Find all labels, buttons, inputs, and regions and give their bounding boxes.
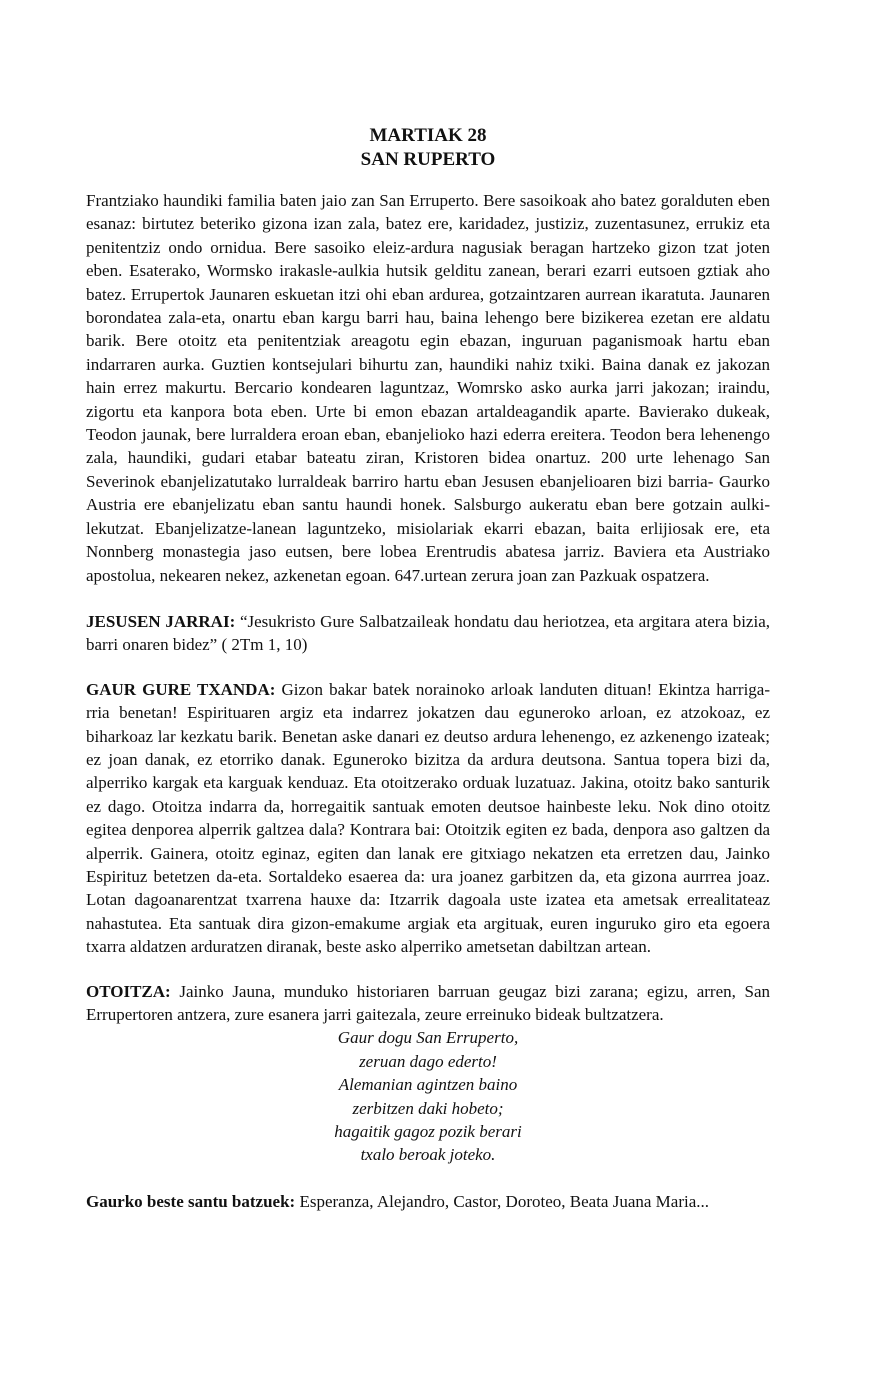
gaur-gure-txanda-label: GAUR GURE TXANDA: [86,679,276,699]
bio-line: eben esanaz: birtutez beteriko gizona izan zala, batez ere, karidadez, justiziz, zuzentasunez, [86,191,771,234]
otoitza-line: Errupertoren antzera, zure esanera jarri gaitezala, zeure erreinuko bideak bultzatzera. [86,1005,664,1024]
gaur-line: bako santurik ez dago. Otoitza indarra da, horregaitik santuak emoten deutsoe hainbeste leku. [86,773,770,816]
poem-line: txalo beroak joteko. [360,1145,496,1165]
biography-paragraph [86,189,770,587]
bio-line: lehenengo zala, haundiki, gudari etabar bateatu ziran, Kristoren bidea onartuz. 200 urte lehenago [86,425,771,468]
bio-line: dukeak, Teodon jaunak, bere lurraldera eroan eban, ebanjelioko hazi ederra ereitera. Teodon bera [86,401,770,445]
bio-line: aulki-lekutzat. Ebanjelizatze-lanean laguntzeko, misiolariak ekarri ebazan, baita erlijiosak ere, eta [86,495,770,538]
gaur-line: Gizon bakar batek norainoko arloak landuten dituan! Ekintza harriga- [275,679,770,699]
jesusen-line: bizia, barri onaren bidez” ( 2Tm 1, 10) [86,611,770,655]
bio-line: ez jakozan hain errez makurtu. Bercario kondearen laguntzaz, Womrsko asko aurka jarri jakozan; [86,354,771,398]
beste-santuak-text: Esperanza, Alejandro, Castor, Doroteo, Beata Juana Maria... [295,1191,710,1211]
otoitza-label: OTOITZA: [86,981,171,1001]
saint-heading: SAN RUPERTO [360,149,496,170]
bio-line: iraindu, zigortu eta kanpora bota eben. Urte bi emon ebazan artaldeagandik aparte. Bavierako [86,378,771,421]
gaur-line: eta erretzen dau, Jainko Espirituz betetzen da-eta. Sortaldeko esaerea da: ura joanez garbitzen [86,843,770,886]
gaur-line: biharkoaz lar kezkatu barik. Benetan aske danari ez deutso ardura lehenengo, ez azkenengo [86,726,713,746]
gaur-line: inguruko giro eta egoera txarra aldatzen arduratzen diranak, beste asko alperriko ametsetan [86,913,770,957]
gaur-line: denpora aso galtzen da alperrik. Gainera, otoitz eginaz, egiten dan lanak ere gitxiago nekatzen [86,820,770,863]
bio-line: Frantziako haundiki familia baten jaio zan San Erruperto. Bere sasoikoak aho batez goralduten [86,191,734,210]
bio-line: ezetan ere aldatu barik. Bere otoitz eta penitentziak areagotu egin ebazan, inguruan paganismoak [86,308,770,351]
bio-line: Nonnberg monastegia jaso eutsen, bere lobea Erentrudis abatesa jarriz. Baviera eta Austriako [86,542,770,562]
gaur-line: dabiltzan artean. [538,937,651,957]
gaur-line: eta ametsak errealitateaz nahastutea. Eta santuak dira gizon-emakume argiak eta argituak, euren [86,890,771,933]
gaur-line: rria benetan! Espirituaren argiz eta indarrez jokatzen dau eguneroko arloan, ez atzokoaz, ez [86,703,770,723]
heading [86,124,770,172]
date-heading: MARTIAK 28 [369,125,487,146]
poem-line: hagaitik gagoz pozik berari [334,1122,522,1142]
bio-line: errukiz eta penitentziz ondo ornidua. Bere sasoiko eleiz-ardura nagusiak beragan hartzeko gizon [86,214,771,257]
bio-line: gztiak aho batez. Errupertok Jaunaren eskuetan itzi ohi eban ardurea, gotzaintzaren aurrean [86,261,770,304]
bio-line: tzat joten eben. Esaterako, Wormsko irakasle-aulkia hutsik gelditu zanean, berari ezarri eutsoen [86,237,770,281]
bio-line: hartu eban indarraren aurka. Guztien kontsejulari bihurtu zan, haundiki nahiz txiki. Baina danak [86,331,770,374]
bio-line: apostolua, nekearen nekez, azkenetan egoan. 647.urtean zerura joan zan Pazkuak ospatzera. [86,565,710,585]
jesusen-line: “Jesukristo Gure Salbatzaileak hondatu dau heriotzea, eta argitara atera [235,611,728,631]
bio-line: ikaratuta. Jaunaren borondatea zala-eta, onartu eban kargu barri hau, baina lehengo bere bizikerea [86,284,771,328]
poem-line: zeruan dago ederto! [359,1051,497,1071]
gaur-line: Nok dino otoitz egitea denporea alperrik galtzea dala? Kontrara bai: Otoitzik egiten ez bada, [86,796,770,840]
beste-santuak-paragraph [86,1190,770,1213]
otoitza-paragraph [86,980,770,1027]
otoitza-line: Jainko Jauna, munduko historiaren barruan geugaz bizi zarana; egizu, arren, San [170,981,770,1001]
jesusen-jarrai-paragraph [86,610,770,657]
gaur-gure-txanda-paragraph [86,678,770,959]
poem-line: Gaur dogu San Erruperto, [337,1028,519,1048]
bio-line: Gaurko Austria ere ebanjelizatu eban santu haundi honek. Salsburgo aukeratu eban bere gotzain [86,471,770,515]
gaur-line: izateak; ez joan danak, ez etorriko danak. Eguneroko bizitza da ardura deutsona. Santua topera [86,726,771,769]
poem [86,1026,770,1166]
bio-line: San Severinok ebanjelizatutako lurraldeak barriro hartu eban Jesusen ebanjelioaren bizi barria- [86,448,771,491]
gaur-line: da, eta gizona aurrrea joaz. Lotan dagoanarentzat txarrena hauxe da: Itzarrik dagoala uste izatea [86,866,771,910]
poem-line: zerbitzen daki hobeto; [352,1098,504,1118]
poem-line: Alemanian agintzen baino [338,1075,518,1095]
jesusen-jarrai-label: JESUSEN JARRAI: [86,611,236,631]
document-page [86,124,770,1213]
beste-santuak-label: Gaurko beste santu batzuek: [86,1191,296,1211]
gaur-line: bizi da, alperriko kargak eta karguak kenduaz. Eta otoitzerako orduak luzatuaz. Jakina, otoitz [86,749,770,793]
